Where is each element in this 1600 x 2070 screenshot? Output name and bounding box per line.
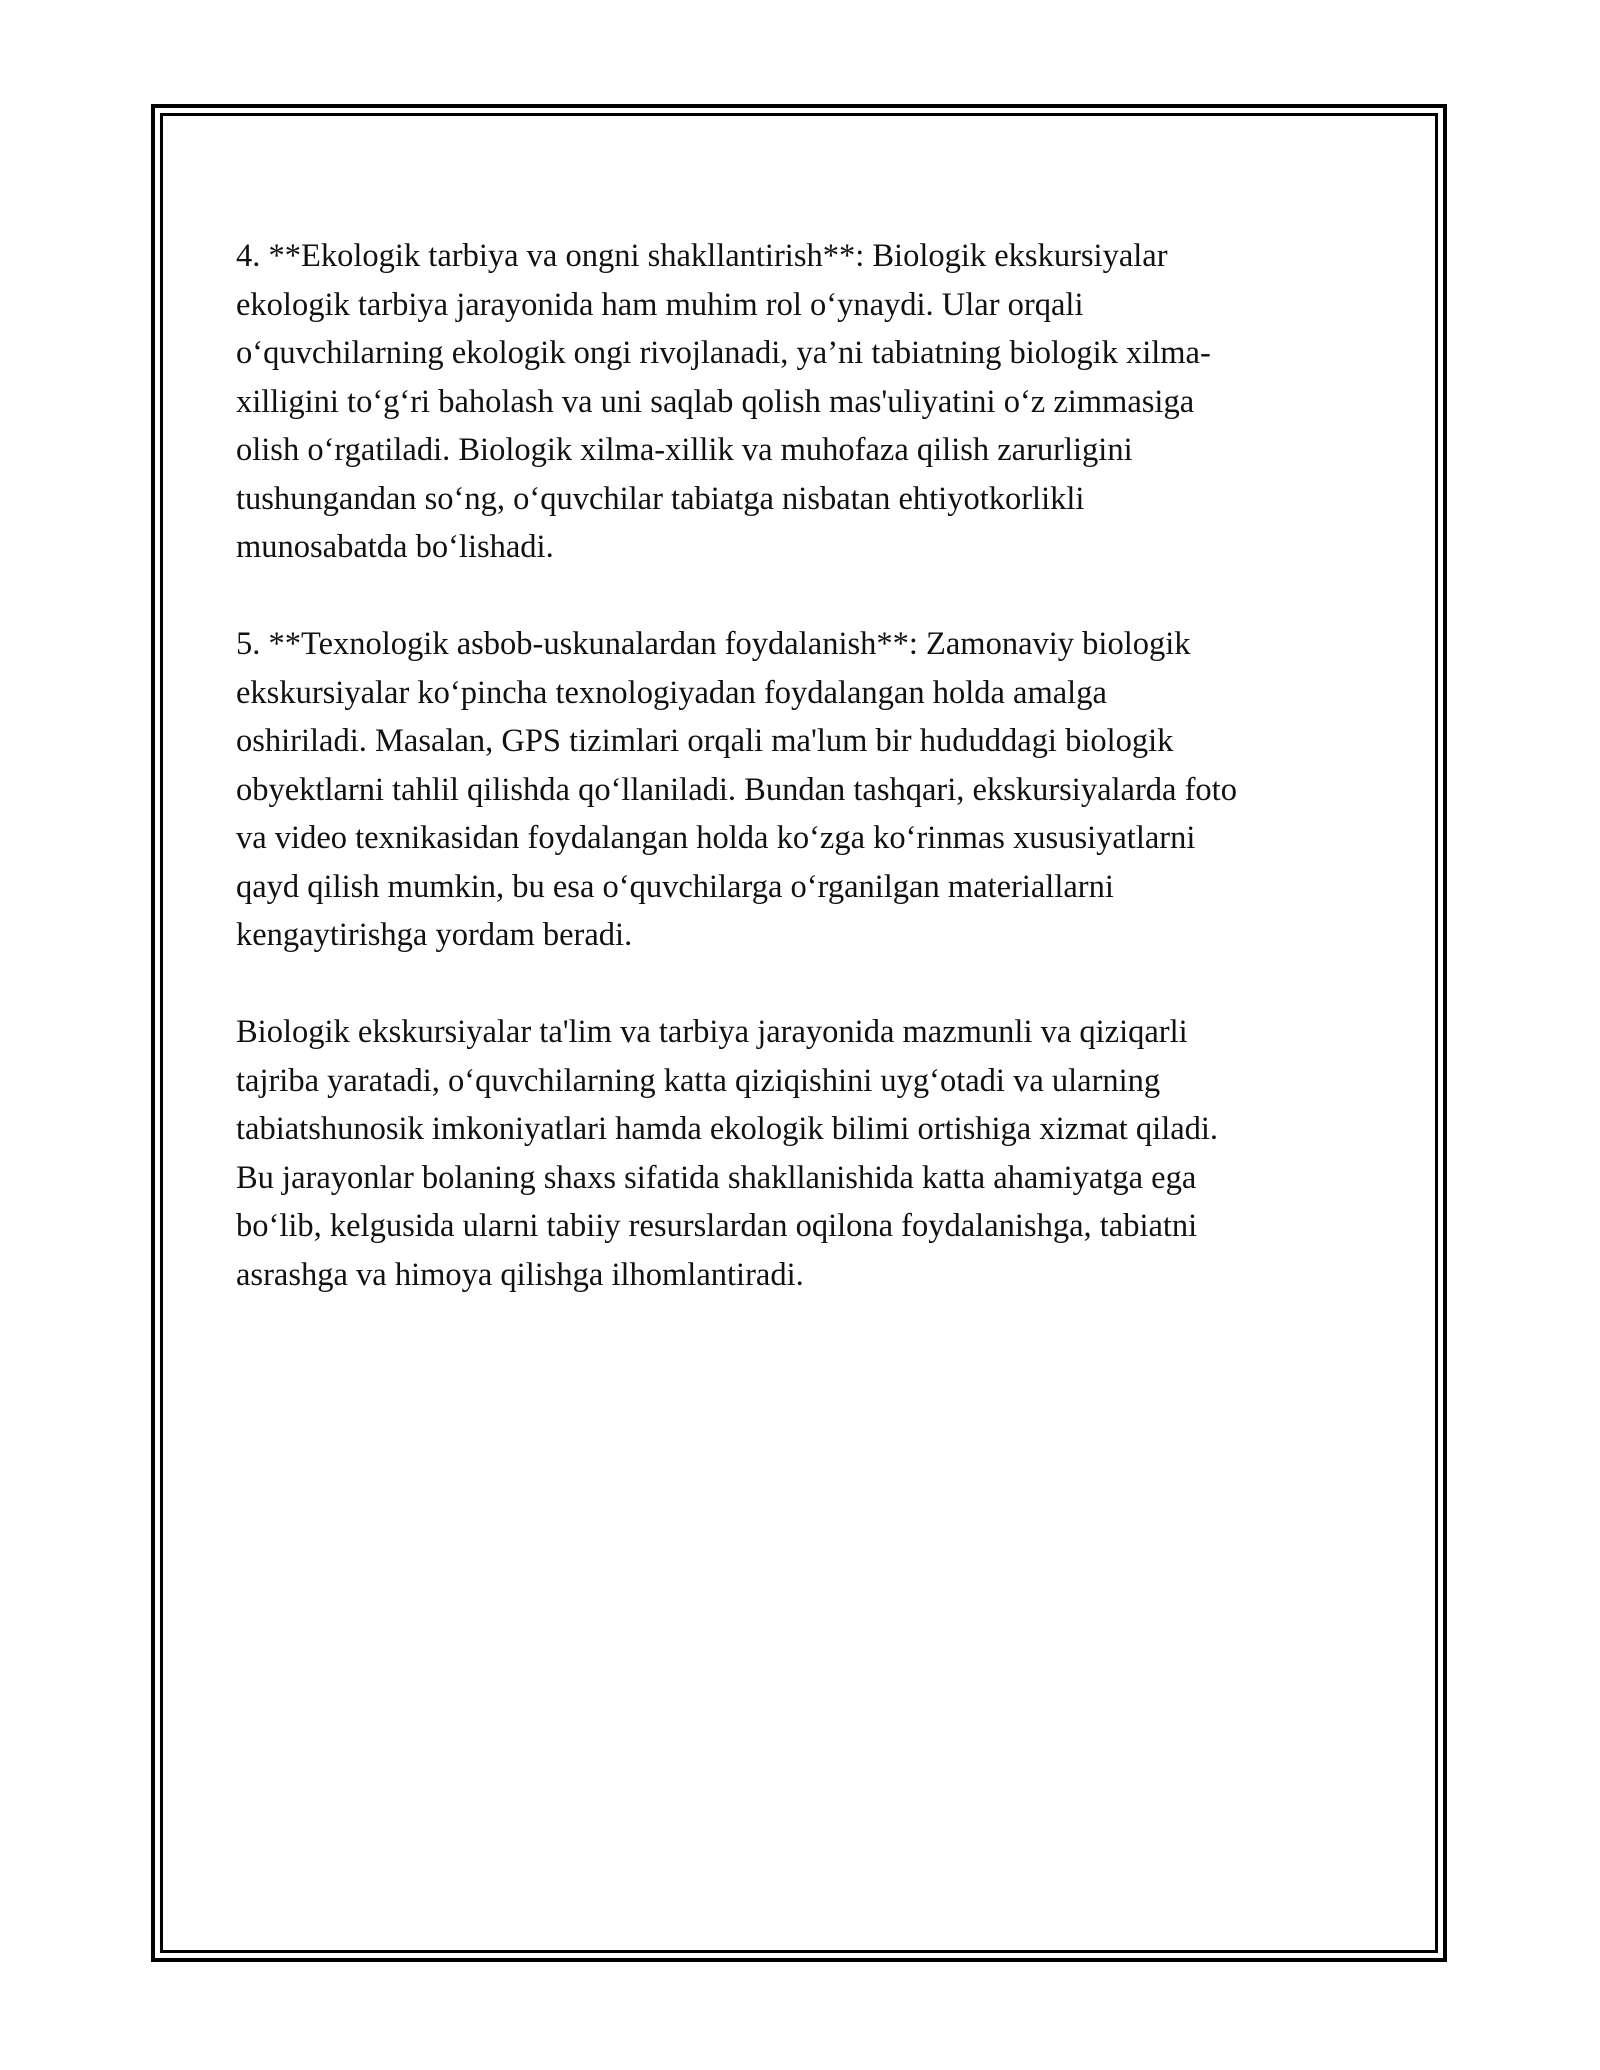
paragraph-ecological-education: 4. **Ekologik tarbiya va ongni shakllantirish**: Biologik ekskursiyalar ekologik tarbiya jarayonida ham muhim rol o‘ynaydi. Ular orqali o‘quvchilarning ekologik ongi rivojlanadi, ya’ni tabiatning biologik xilma- xilligini to‘g‘ri baholash va uni saqlab qolish mas'uliyatini o‘z zimmasiga olish o‘rgatiladi. Biologik xilma-xillik va muhofaza qilish zarurligini tushungandan so‘ng, o‘quvchilar tabiatga nisbatan ehtiyotkorlikli munosabatda bo‘lishadi.: [236, 238, 1211, 565]
document-body: [236, 232, 1376, 1348]
paragraph-technological-tools: 5. **Texnologik asbob-uskunalardan foydalanish**: Zamonaviy biologik ekskursiyalar ko‘pincha texnologiyadan foydalangan holda amalga oshiriladi. Masalan, GPS tizimlari orqali ma'lum bir hududdagi biologik obyektlarni tahlil qilishda qo‘llaniladi. Bundan tashqari, ekskursiyalarda foto va video texnikasidan foydalangan holda ko‘zga ko‘rinmas xususiyatlarni qayd qilish mumkin, bu esa o‘quvchilarga o‘rganilgan materiallarni kengaytirishga yordam beradi.: [236, 626, 1237, 953]
paragraph-conclusion: Biologik ekskursiyalar ta'lim va tarbiya jarayonida mazmunli va qiziqarli tajriba yaratadi, o‘quvchilarning katta qiziqishini uyg‘otadi va ularning tabiatshunosik imkoniyatlari hamda ekologik bilimi ortishiga xizmat qiladi. Bu jarayonlar bolaning shaxs sifatida shakllanishida katta ahamiyatga ega bo‘lib, kelgusida ularni tabiiy resurslardan oqilona foydalanishga, tabiatni asrashga va himoya qilishga ilhomlantiradi.: [236, 1014, 1219, 1293]
